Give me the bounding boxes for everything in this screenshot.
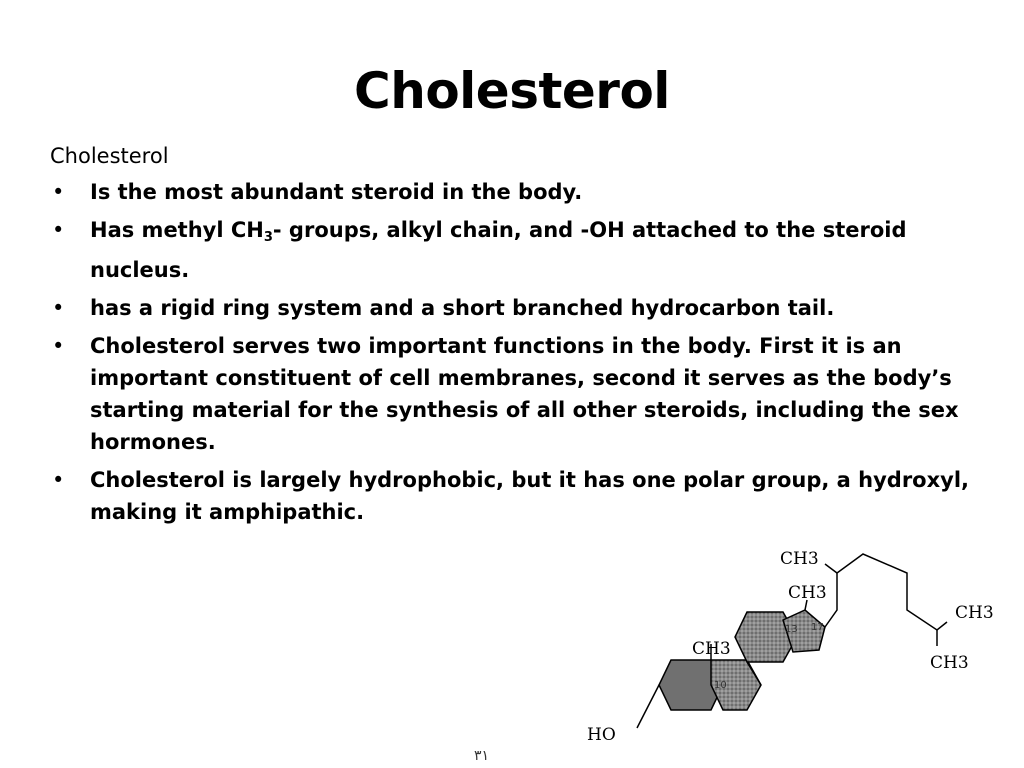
ch3-10-label: CH3 bbox=[692, 639, 731, 659]
bullet-item-1 bbox=[50, 176, 1010, 208]
section-heading: Cholesterol bbox=[50, 144, 169, 168]
bullet-item-5 bbox=[50, 464, 1010, 528]
bullet-text-3: has a rigid ring system and a short branched hydrocarbon tail. bbox=[90, 296, 835, 320]
bullet-list bbox=[50, 176, 1010, 532]
page-mark: ٣١ bbox=[474, 748, 490, 764]
carbon-10-number: 10 bbox=[714, 680, 727, 691]
ch3-right-label: CH3 bbox=[955, 603, 994, 623]
bullet-text-1: Is the most abundant steroid in the body. bbox=[90, 180, 583, 204]
page-title: Cholesterol bbox=[354, 62, 670, 120]
cholesterol-structure-diagram bbox=[575, 540, 1020, 745]
bullet-text-4: Cholesterol serves two important functions in the body. First it is an important constituent of cell membranes, second it serves as the body’s starting material for the synthesis of all other steroids, including the sex hormones. bbox=[90, 334, 959, 454]
bond-methyl-top bbox=[825, 564, 837, 573]
carbon-13-number: 13 bbox=[785, 624, 798, 635]
bullet-text-2a: Has methyl CH bbox=[90, 218, 264, 242]
bullet-item-3 bbox=[50, 292, 1010, 324]
carbon-17-number: 17 bbox=[811, 622, 824, 633]
subscript-3: 3 bbox=[263, 230, 273, 245]
side-chain bbox=[825, 554, 947, 630]
ch3-top-label: CH3 bbox=[780, 549, 819, 569]
bullet-item-2 bbox=[50, 214, 1010, 286]
bullet-item-4 bbox=[50, 330, 1010, 458]
bullet-text-2b: - groups, alkyl chain, and -OH attached to the steroid nucleus. bbox=[90, 218, 907, 282]
ch3-13-label: CH3 bbox=[788, 583, 827, 603]
bullet-text-5: Cholesterol is largely hydrophobic, but it has one polar group, a hydroxyl, making it amphipathic. bbox=[90, 468, 970, 524]
bond-hydroxyl bbox=[637, 685, 659, 728]
hydroxyl-label: HO bbox=[587, 725, 616, 745]
ch3-bottom-label: CH3 bbox=[930, 653, 969, 673]
